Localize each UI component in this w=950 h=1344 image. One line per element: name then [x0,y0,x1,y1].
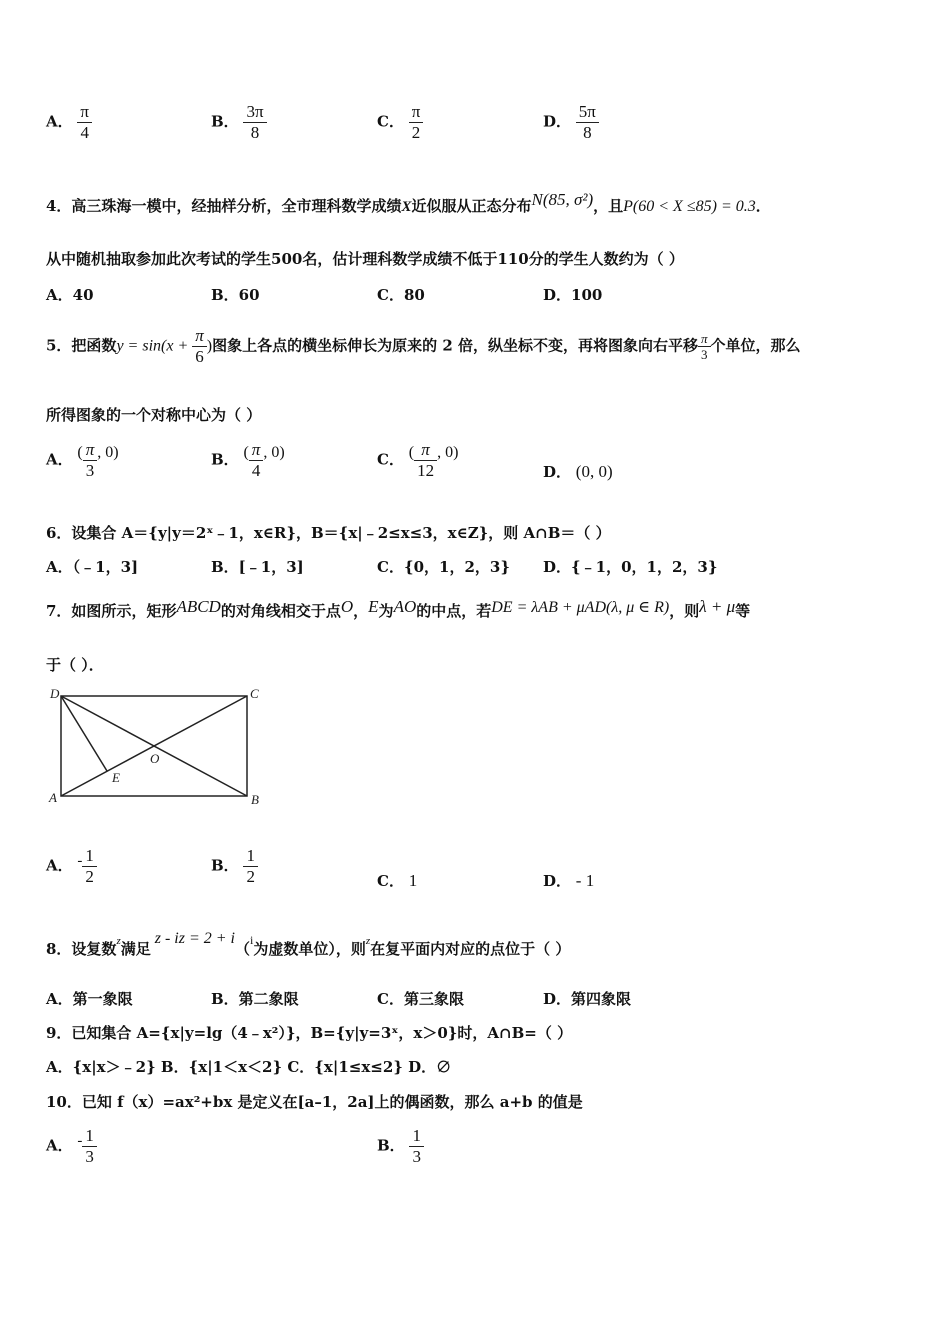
minus-sign: - [77,1132,83,1149]
option-label: B． [211,112,239,131]
q4-distribution: N(85, σ²) [531,190,594,209]
q3-option-b [211,102,267,143]
denominator: 8 [250,123,260,142]
q8-equation: z - iz = 2 + i [154,930,235,947]
option-label: A． [46,112,73,131]
denominator: 6 [195,347,204,366]
numerator: 5π [578,102,596,121]
fraction [409,102,424,143]
denominator: 8 [583,123,592,142]
q4-text: ，且 [593,197,624,215]
q8-stem [46,930,571,959]
q8-option-c: C．第三象限 [377,990,464,1008]
option-label: A． [46,1136,73,1155]
q5-option-d [543,461,613,482]
fraction [409,1126,424,1167]
q4-option-a: A．40 [46,286,94,304]
numerator: 1 [85,846,94,865]
denominator: 4 [251,461,261,480]
fraction [192,326,207,367]
denominator: 2 [411,123,421,142]
fraction [414,440,437,481]
fraction [698,331,711,362]
q7-text: 的对角线相交于点 [220,602,341,620]
q6-option-a: A．（﹣1，3] [46,558,139,576]
q7-text: ，则 [669,602,700,620]
q4-option-c: C．80 [377,286,425,304]
q6-option-b: B．[﹣1，3] [211,558,304,576]
q7-stem-line2: 于（ ）． [46,656,104,674]
q8-text: 8．设复数 [46,940,117,958]
q4-probability: P(60 < X ≤85) = 0.3 [623,198,756,215]
q4-text: 近似服从正态分布 [411,197,532,215]
minus-sign: - [77,852,83,869]
q8-text: 满足 [120,940,151,958]
q7-text: 的中点，若 [416,602,492,620]
q5-stem-line2: 所得图象的一个对称中心为（ ） [46,406,262,424]
q8-option-d: D．第四象限 [543,990,632,1008]
label-o: O [150,751,160,766]
q4-option-b: B．60 [211,286,260,304]
q8-var-i: i [250,933,254,947]
q8-option-b: B．第二象限 [211,990,299,1008]
fraction [82,1126,97,1167]
option-label: B． [377,1136,405,1155]
option-label: D． [543,112,572,131]
option-label: D． [543,463,572,481]
q4-var-x: X [401,199,412,215]
q7-text: 为 [378,602,394,620]
q8-text: （ [235,940,251,958]
option-label: A． [46,856,73,875]
denominator: 2 [246,867,255,886]
q10-stem: 10．已知 f（x）=ax²+bx 是定义在[a–1，2a]上的偶函数，那么 a+b 的值是 [46,1093,583,1111]
option-value: 1 [408,871,418,890]
paren: ( [408,443,415,461]
q7-text: ， [353,602,369,620]
q7-option-b [211,846,258,887]
q5-option-c [377,440,458,481]
denominator: 3 [412,1147,421,1166]
numerator: π [700,331,708,346]
numerator: π [85,440,95,459]
q9-options: A．{x|x＞﹣2} B．{x|1＜x＜2} C．{x|1≤x≤2} D．∅ [46,1058,452,1076]
q7-stem-line1 [46,597,751,621]
fraction [77,102,92,143]
q8-var-z: z [116,935,121,947]
q6-option-d: D．{﹣1，0，1，2，3} [543,558,718,576]
q5-text: 图象上各点的横坐标伸长为原来的 2 倍，纵坐标不变，再将图象向右平移 [212,336,698,355]
option-label: C． [377,112,404,131]
q7-option-d [543,870,594,891]
option-label: B． [211,450,239,469]
q7-rectangle-figure [44,684,274,810]
fraction [83,440,98,481]
label-d: D [50,686,60,701]
q4-text: 4．高三珠海一模中，经抽样分析，全市理科数学成绩 [46,197,402,215]
q5-option-b [211,440,285,481]
paren: ( [243,443,249,461]
q5-function: y = sin(x + [116,337,193,355]
q9-stem: 9．已知集合 A={x|y=lg（4﹣x²）}，B={y|y=3ˣ，x＞0}时，A∩B=（ ） [46,1024,573,1042]
q10-option-b [377,1126,424,1167]
q8-var-z: z [365,935,371,947]
q7-segment: AO [393,597,417,616]
numerator: 3π [246,102,264,121]
fraction [249,440,264,481]
q8-option-a: A．第一象限 [46,990,133,1008]
option-value: - 1 [575,871,595,890]
label-b: B [251,792,259,807]
q6-option-c: C．{0，1，2，3} [377,558,510,576]
q4-stem-line1 [46,190,771,216]
paren: ( [77,443,83,461]
q4-stem-line2: 从中随机抽取参加此次考试的学生500名，估计理科数学成绩不低于110分的学生人数约为（ ） [46,250,684,268]
denominator: 2 [85,867,94,886]
numerator: π [80,102,90,121]
q4-option-d: D．100 [543,286,603,304]
numerator: 1 [246,846,255,865]
option-label: A． [46,450,73,469]
segment-de [61,696,107,771]
fraction [243,102,266,143]
label-e: E [112,770,120,785]
numerator: π [195,326,204,345]
option-label: D． [543,872,572,890]
q7-vector-eq: DE = λAB + μAD(λ, μ ∈ R) [491,599,670,616]
q7-text: 7．如图所示，矩形 [46,602,177,620]
q7-point-o: O [340,597,354,616]
q6-stem: 6．设集合 A＝{y|y＝2ˣ﹣1，x∈R}，B＝{x|﹣2≤x≤3，x∈Z}，则 A∩B＝（ ） [46,524,611,542]
fraction [82,846,97,887]
numerator: π [421,440,430,459]
numerator: π [251,440,261,459]
numerator: 1 [412,1126,421,1145]
q5-function-close: ) [206,337,213,355]
q7-text: 等 [735,602,751,620]
q4-text: ． [755,197,771,215]
paren: , 0) [437,443,459,461]
q3-option-c [377,102,423,143]
label-a: A [49,790,57,805]
q7-option-c [377,870,417,891]
option-label: C． [377,872,404,890]
option-label: C． [377,450,404,469]
q7-point-e: E [368,597,379,616]
label-c: C [250,686,259,701]
denominator: 12 [417,461,435,480]
q5-text: 个单位，那么 [710,336,801,355]
fraction [243,846,258,887]
q7-sum: λ + μ [699,597,736,616]
denominator: 4 [80,123,89,142]
q3-option-d [543,102,599,143]
paren: , 0) [263,443,285,461]
denominator: 3 [85,461,95,480]
numerator: 1 [85,1126,94,1145]
numerator: π [411,102,421,121]
q8-text: 为虚数单位），则 [253,940,366,958]
q5-text: 5．把函数 [46,336,117,355]
option-value: (0, 0) [575,462,613,481]
q10-option-a [46,1126,97,1167]
paren: , 0) [97,443,119,461]
q7-option-a [46,846,97,887]
option-label: B． [211,856,239,875]
denominator: 3 [85,1147,94,1166]
q3-option-a [46,102,92,143]
q8-text: 在复平面内对应的点位于（ ） [370,940,571,958]
denominator: 3 [700,347,708,362]
q7-rect: ABCD [176,597,221,616]
q5-option-a [46,440,119,481]
q5-stem-line1 [46,326,801,367]
fraction [576,102,599,143]
